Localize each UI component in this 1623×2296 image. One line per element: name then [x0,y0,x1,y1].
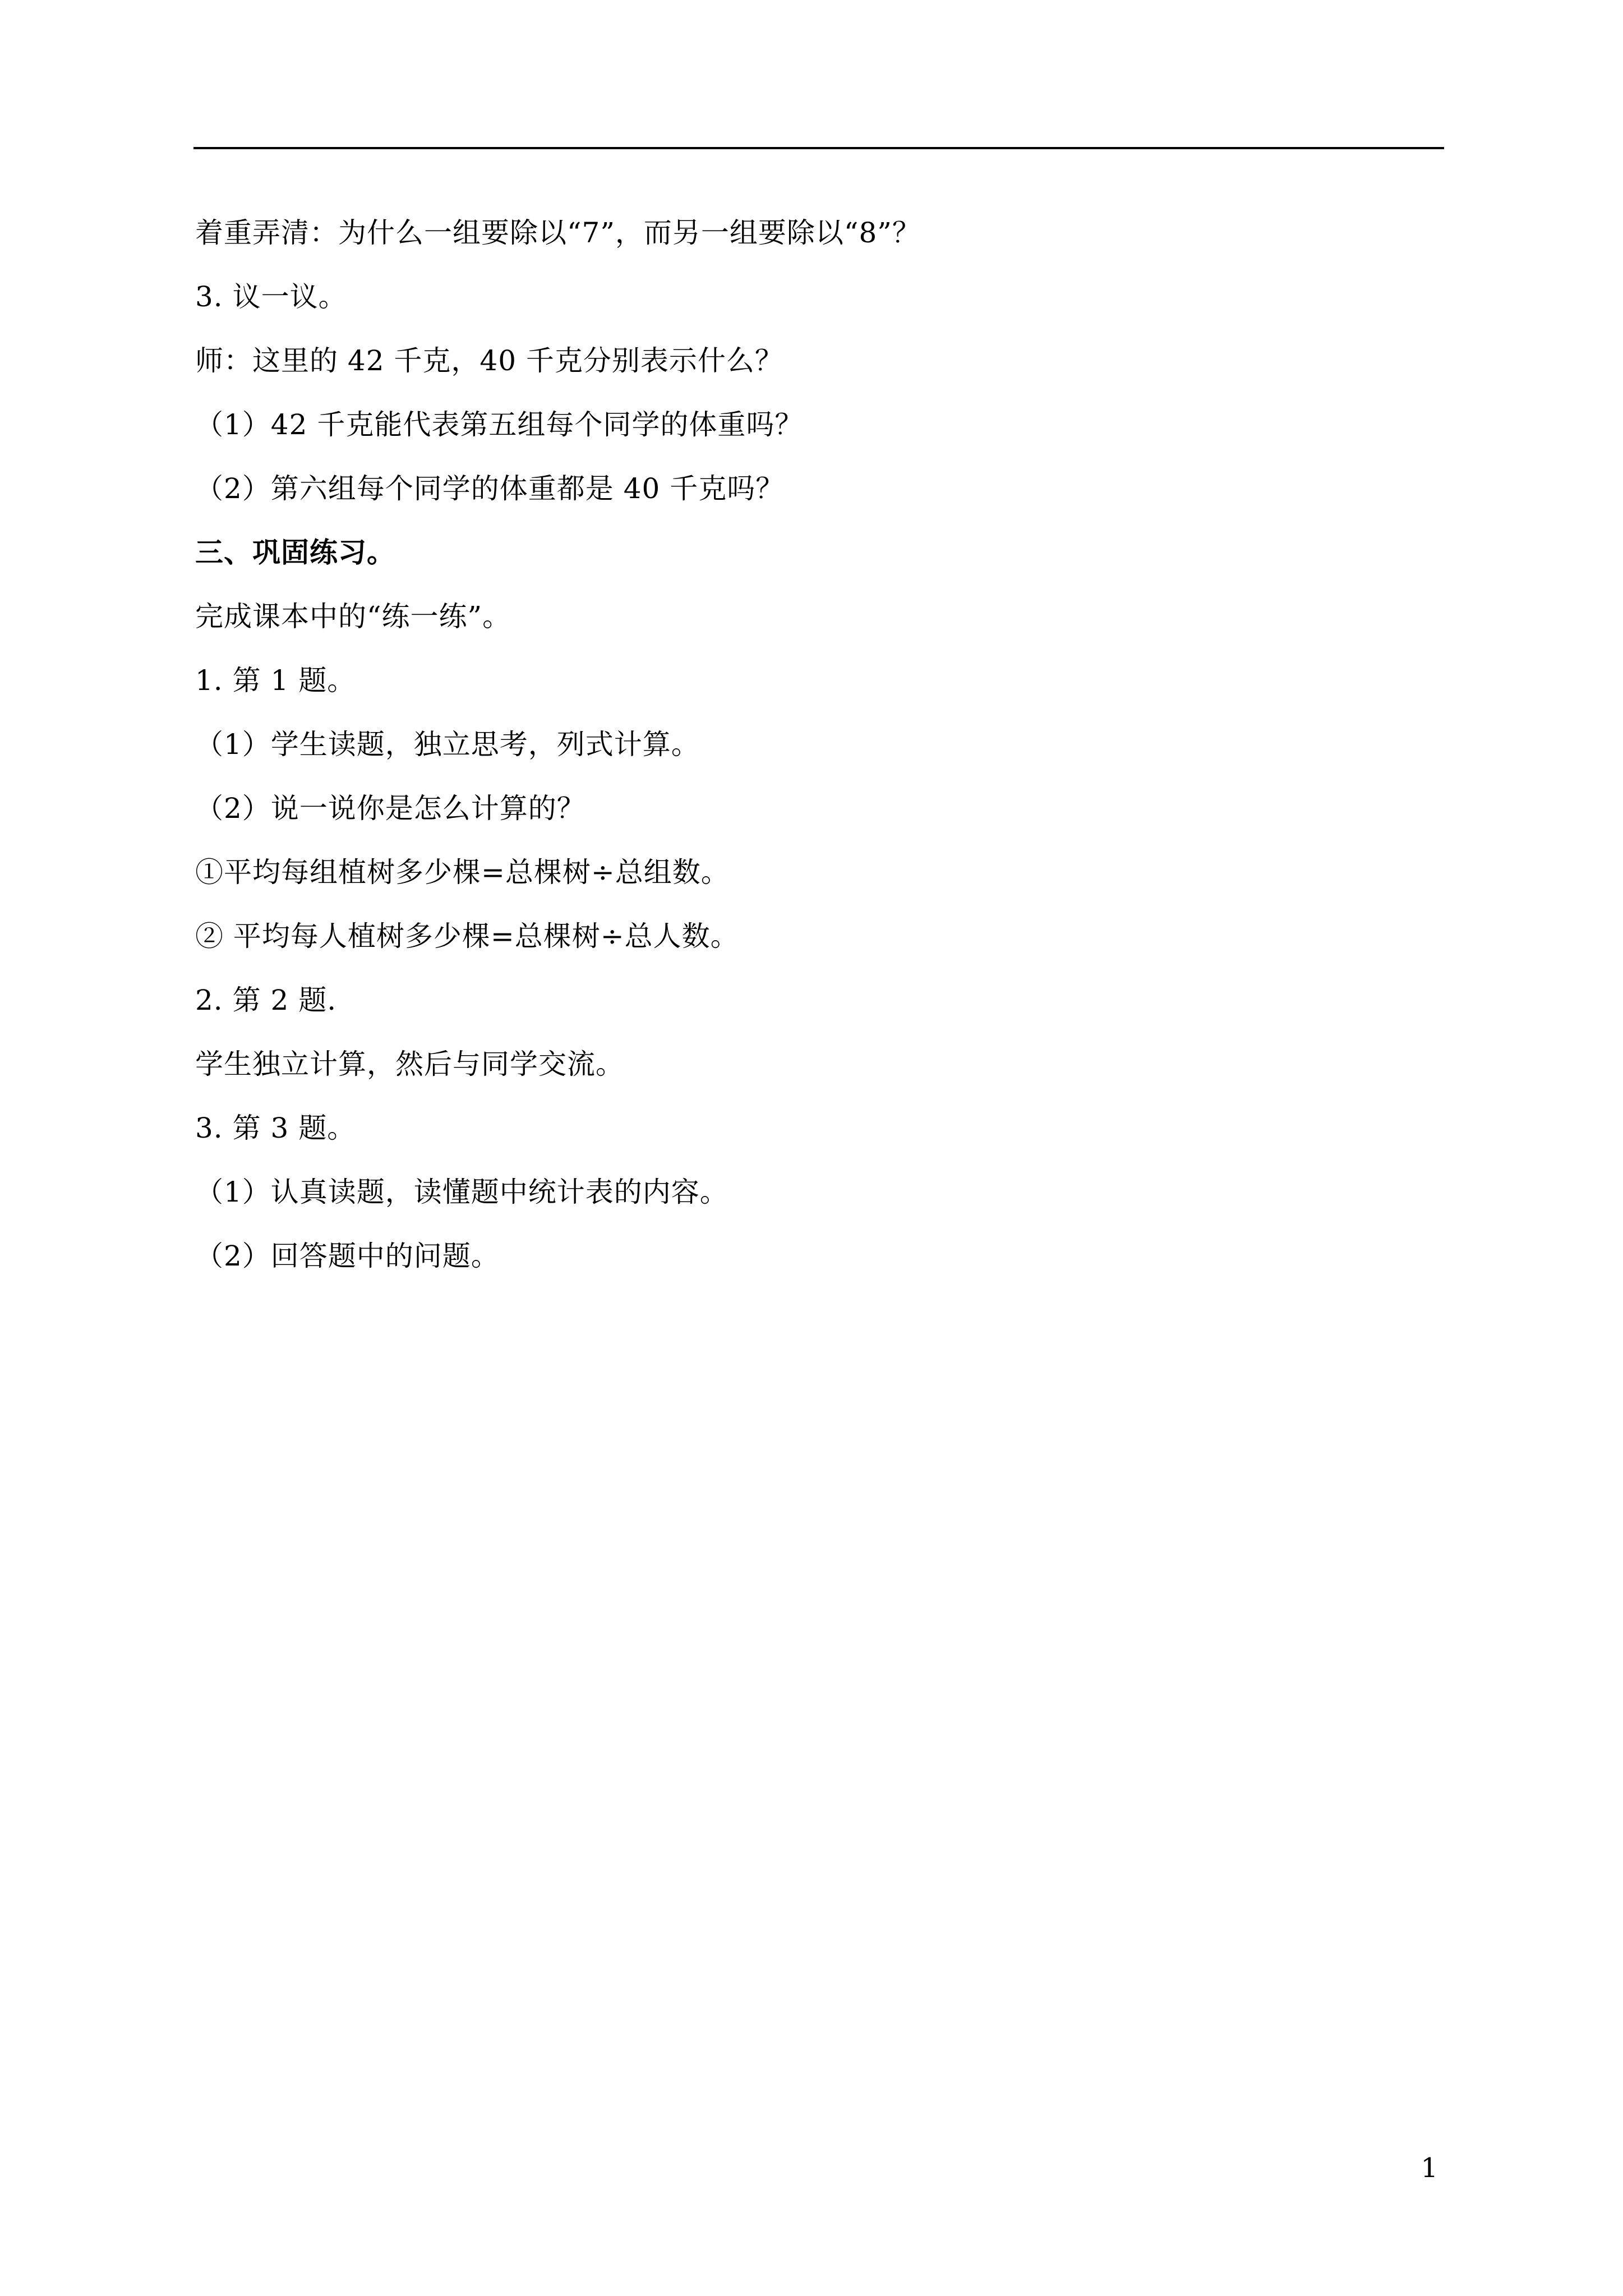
paragraph-line: 师：这里的 42 千克，40 千克分别表示什么？ [195,344,783,377]
paragraph-line: 完成课本中的“练一练”。 [195,600,511,633]
paragraph-line: 3. 议一议。 [195,280,347,313]
paragraph-line: （2）说一说你是怎么计算的？ [195,792,585,825]
header-rule [193,147,1444,149]
paragraph-line: （1）学生读题，独立思考，列式计算。 [195,728,700,761]
document-body [195,210,1440,1297]
paragraph-line: （1）认真读题，读懂题中统计表的内容。 [195,1176,728,1208]
page-number: 1 [1421,2152,1438,2184]
paragraph-line: ② 平均每人植树多少棵=总棵树÷总人数。 [195,920,739,953]
section-heading: 三、巩固练习。 [195,536,395,569]
paragraph-line: 学生独立计算，然后与同学交流。 [195,1048,624,1080]
paragraph-line: 3. 第 3 题。 [195,1112,356,1144]
paragraph-line: 2. 第 2 题. [195,984,337,1016]
paragraph-line: 着重弄清：为什么一组要除以“7”，而另一组要除以“8”？ [195,217,921,249]
paragraph-line: （2）回答题中的问题。 [195,1240,500,1272]
paragraph-line: 1. 第 1 题。 [195,664,356,697]
paragraph-line: ①平均每组植树多少棵=总棵树÷总组数。 [195,856,730,889]
paragraph-line: （1）42 千克能代表第五组每个同学的体重吗？ [195,408,804,441]
paragraph-line: （2）第六组每个同学的体重都是 40 千克吗？ [195,472,785,505]
